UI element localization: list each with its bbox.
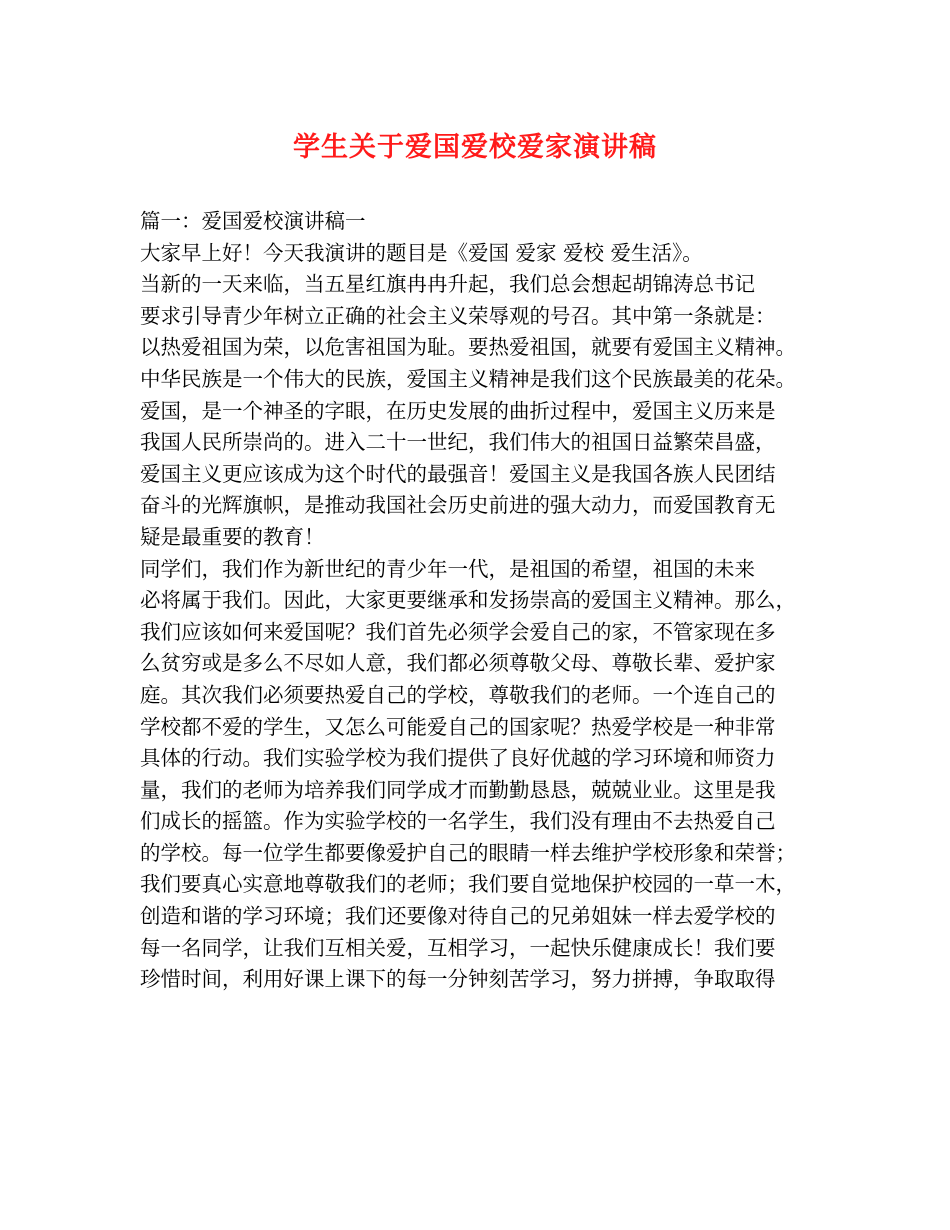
- text-line: 庭。其次我们必须要热爱自己的学校，尊敬我们的老师。一个连自己的: [140, 682, 776, 707]
- text-line: 篇一：爱国爱校演讲稿一: [140, 209, 366, 233]
- text-line: 以热爱祖国为荣，以危害祖国为耻。要热爱祖国，就要有爱国主义精神。: [140, 335, 796, 360]
- text-line: 珍惜时间，利用好课上课下的每一分钟刻苦学习，努力拼搏，争取取得: [140, 967, 776, 992]
- text-line: 每一名同学，让我们互相关爱，互相学习，一起快乐健康成长！我们要: [140, 935, 776, 960]
- text-line: 大家早上好！今天我演讲的题目是《爱国 爱家 爱校 爱生活》。: [140, 240, 703, 265]
- text-line: 们成长的摇篮。作为实验学校的一名学生，我们没有理由不去热爱自己: [140, 809, 776, 834]
- text-line: 要求引导青少年树立正确的社会主义荣辱观的号召。其中第一条就是：: [140, 303, 776, 328]
- text-line: 中华民族是一个伟大的民族，爱国主义精神是我们这个民族最美的花朵。: [140, 366, 796, 391]
- text-line: 奋斗的光辉旗帜，是推动我国社会历史前进的强大动力，而爱国教育无: [140, 493, 776, 518]
- text-line: 我们应该如何来爱国呢？我们首先必须学会爱自己的家，不管家现在多: [140, 619, 776, 644]
- text-line: 量，我们的老师为培养我们同学成才而勤勤恳恳，兢兢业业。这里是我: [140, 777, 776, 802]
- text-line: 爱国主义更应该成为这个时代的最强音！爱国主义是我国各族人民团结: [140, 461, 776, 486]
- text-line: 同学们，我们作为新世纪的青少年一代，是祖国的希望，祖国的未来: [140, 556, 755, 581]
- text-line: 的学校。每一位学生都要像爱护自己的眼睛一样去维护学校形象和荣誉；: [140, 840, 796, 865]
- text-line: 么贫穷或是多么不尽如人意，我们都必须尊敬父母、尊敬长辈、爱护家: [140, 651, 776, 676]
- document-body: [140, 206, 830, 996]
- text-line: 爱国，是一个神圣的字眼，在历史发展的曲折过程中，爱国主义历来是: [140, 398, 776, 423]
- text-line: 创造和谐的学习环境；我们还要像对待自己的兄弟姐妹一样去爱学校的: [140, 904, 776, 929]
- text-line: 我们要真心实意地尊敬我们的老师；我们要自觉地保护校园的一草一木，: [140, 872, 796, 897]
- text-line: 疑是最重要的教育！: [140, 524, 325, 549]
- text-line: 具体的行动。我们实验学校为我们提供了良好优越的学习环境和师资力: [140, 746, 776, 771]
- text-line: 当新的一天来临，当五星红旗冉冉升起，我们总会想起胡锦涛总书记: [140, 272, 755, 297]
- text-line: 学校都不爱的学生，又怎么可能爱自己的国家呢？热爱学校是一种非常: [140, 714, 776, 739]
- document-title: 学生关于爱国爱校爱家演讲稿: [293, 132, 657, 163]
- text-line: 我国人民所崇尚的。进入二十一世纪，我们伟大的祖国日益繁荣昌盛，: [140, 430, 776, 455]
- text-line: 必将属于我们。因此，大家更要继承和发扬崇高的爱国主义精神。那么，: [140, 588, 796, 613]
